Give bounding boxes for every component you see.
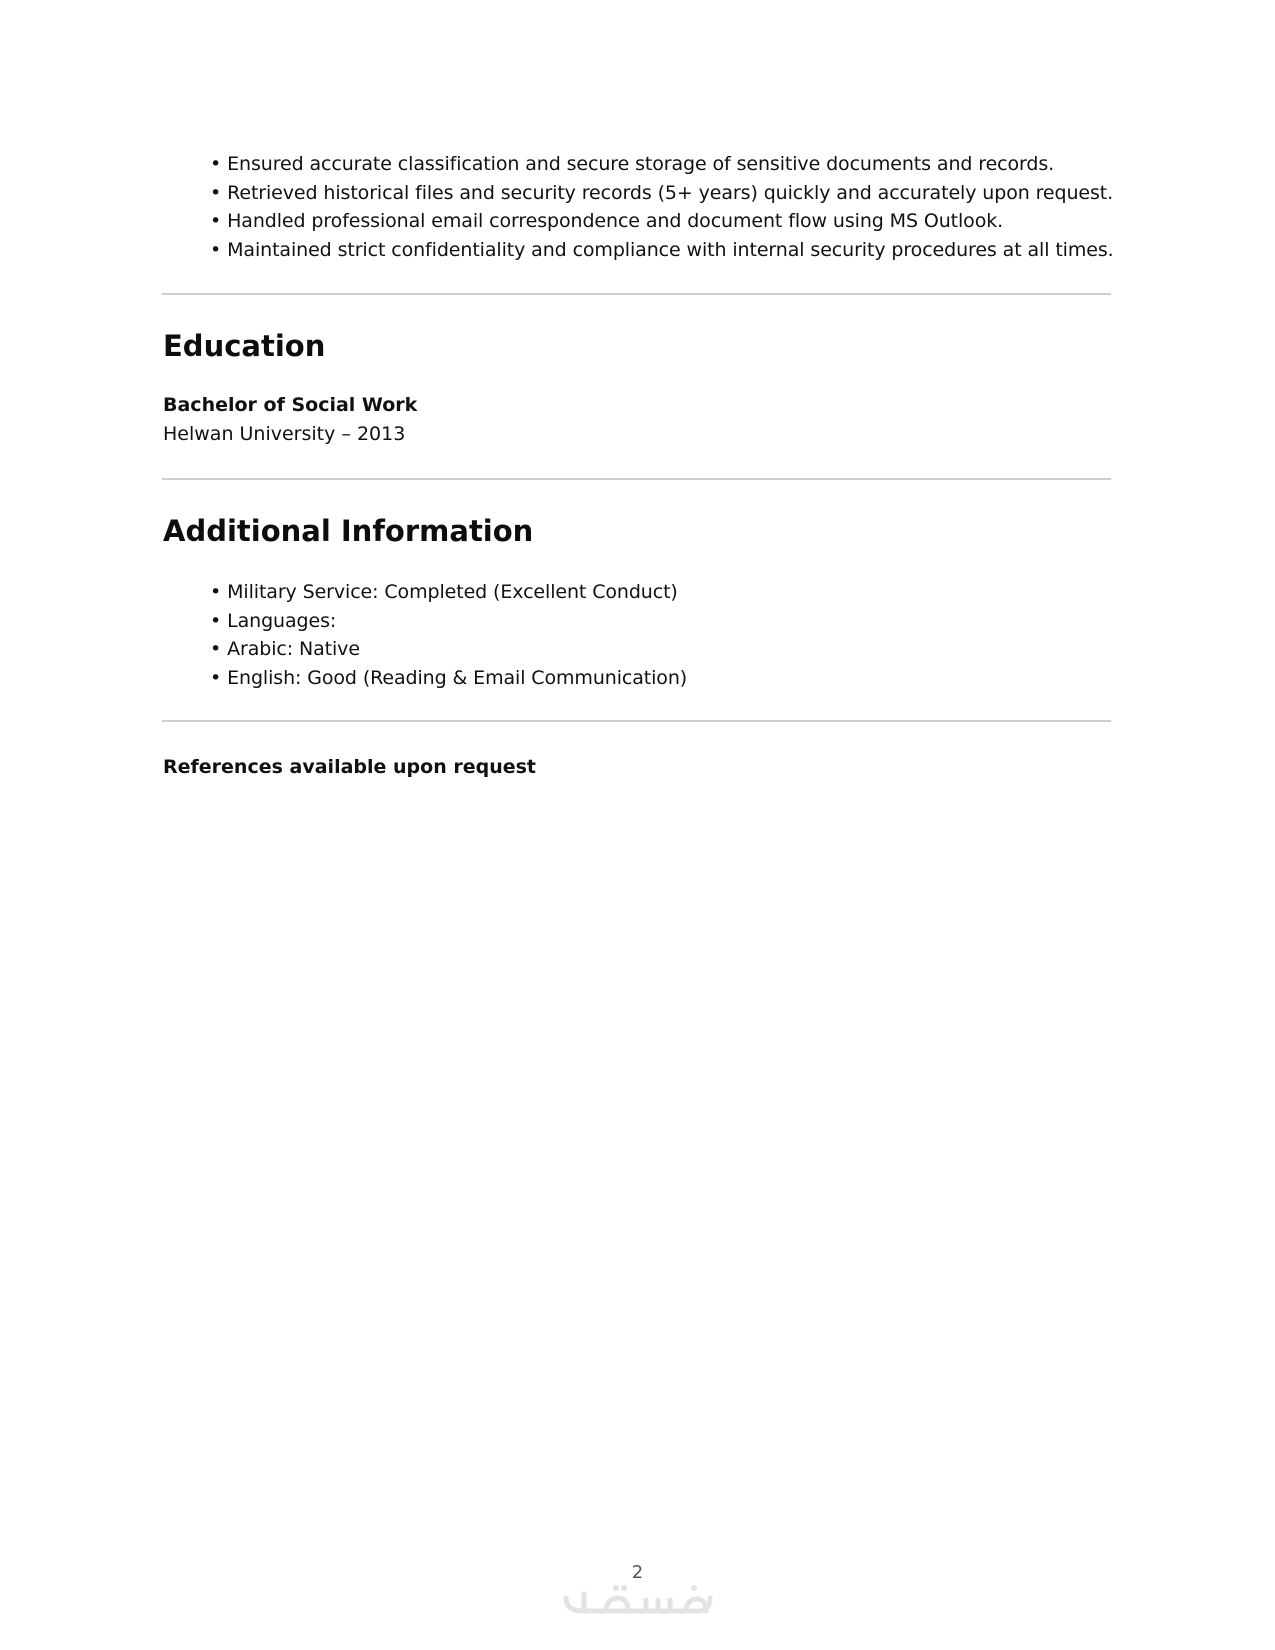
bullet-marker: •: [210, 153, 222, 175]
education-heading: Education: [163, 329, 326, 363]
bullet-marker: •: [210, 210, 222, 232]
list-item: [210, 578, 687, 607]
list-item: [210, 207, 1114, 236]
bullet-marker: •: [210, 181, 222, 204]
bullet-text: Retrieved historical files and security records (5+ years) quickly and accurately upon request.: [227, 181, 1114, 204]
section-divider: [162, 293, 1111, 295]
additional-info-heading: Additional Information: [163, 514, 534, 548]
list-item: [210, 635, 687, 664]
bullet-text: Arabic: Native: [227, 638, 360, 660]
list-item: [210, 150, 1114, 179]
bullet-marker: •: [210, 238, 222, 261]
list-item: [210, 664, 687, 693]
section-divider: [162, 720, 1111, 722]
bullet-marker: •: [210, 638, 222, 660]
list-item: [210, 236, 1114, 265]
bullet-text: English: Good (Reading & Email Communication): [227, 666, 688, 689]
list-item: [210, 607, 687, 636]
school-name: Helwan University – 2013: [163, 423, 406, 445]
bullet-text: Military Service: Completed (Excellent Conduct): [227, 581, 678, 603]
list-item: [210, 179, 1114, 208]
additional-info-list: [210, 578, 687, 692]
bullet-text: Handled professional email correspondence and document flow using MS Outlook.: [227, 210, 1004, 232]
bullet-marker: •: [210, 609, 222, 632]
page-number: 2: [631, 1562, 644, 1583]
bullet-marker: •: [210, 666, 222, 689]
bullet-text: Ensured accurate classification and secure storage of sensitive documents and records.: [227, 153, 1055, 175]
bullet-text: Maintained strict confidentiality and compliance with internal security procedures at all times.: [227, 238, 1114, 261]
references-note: References available upon request: [163, 756, 536, 778]
degree-title: Bachelor of Social Work: [163, 394, 418, 416]
bullet-marker: •: [210, 581, 222, 603]
section-divider: [162, 478, 1111, 480]
khamsat-watermark-logo: [560, 1580, 715, 1616]
experience-bullet-list: [210, 150, 1114, 264]
bullet-text: Languages:: [227, 609, 337, 632]
